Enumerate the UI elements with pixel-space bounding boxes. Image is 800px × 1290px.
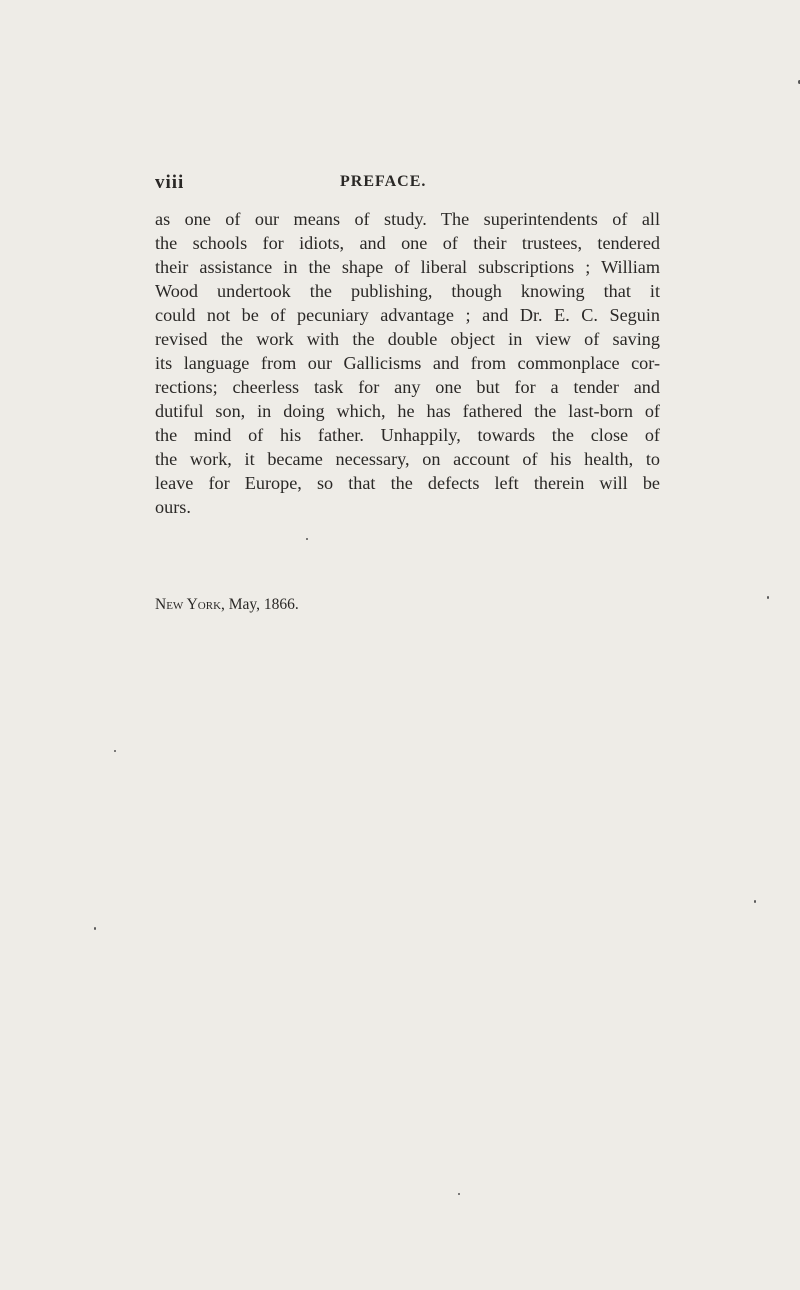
text-line: its language from our Gallicisms and from commonplace cor- (155, 353, 660, 373)
scan-speck (94, 927, 96, 930)
text-line: could not be of pecuniary advantage ; and Dr. E. C. Seguin (155, 305, 660, 325)
text-line: the schools for idiots, and one of their trustees, tendered (155, 233, 660, 253)
text-line: Wood undertook the publishing, though knowing that it (155, 281, 660, 301)
running-head (155, 172, 650, 196)
scan-speck (114, 750, 116, 752)
scan-speck (754, 900, 756, 903)
text-line: ours. (155, 497, 191, 517)
text-line: rections; cheerless task for any one but for a tender and (155, 377, 660, 397)
scan-speck (458, 1193, 460, 1195)
text-line: as one of our means of study. The superintendents of all (155, 209, 660, 229)
scan-speck (767, 596, 769, 599)
scan-speck (306, 538, 308, 540)
signoff (155, 596, 299, 614)
signoff-date: May, 1866. (228, 596, 299, 613)
text-line: the work, it became necessary, on account of his health, to (155, 449, 660, 469)
signoff-place: New York, (155, 596, 225, 613)
text-line: the mind of his father. Unhappily, towards the close of (155, 425, 660, 445)
running-head-title: PREFACE. (340, 173, 427, 190)
page-number: viii (155, 172, 185, 193)
text-line: revised the work with the double object in view of saving (155, 329, 660, 349)
preface-paragraph (155, 207, 660, 519)
text-line: dutiful son, in doing which, he has fathered the last-born of (155, 401, 660, 421)
text-line: their assistance in the shape of liberal subscriptions ; William (155, 257, 660, 277)
text-line: leave for Europe, so that the defects left therein will be (155, 473, 660, 493)
